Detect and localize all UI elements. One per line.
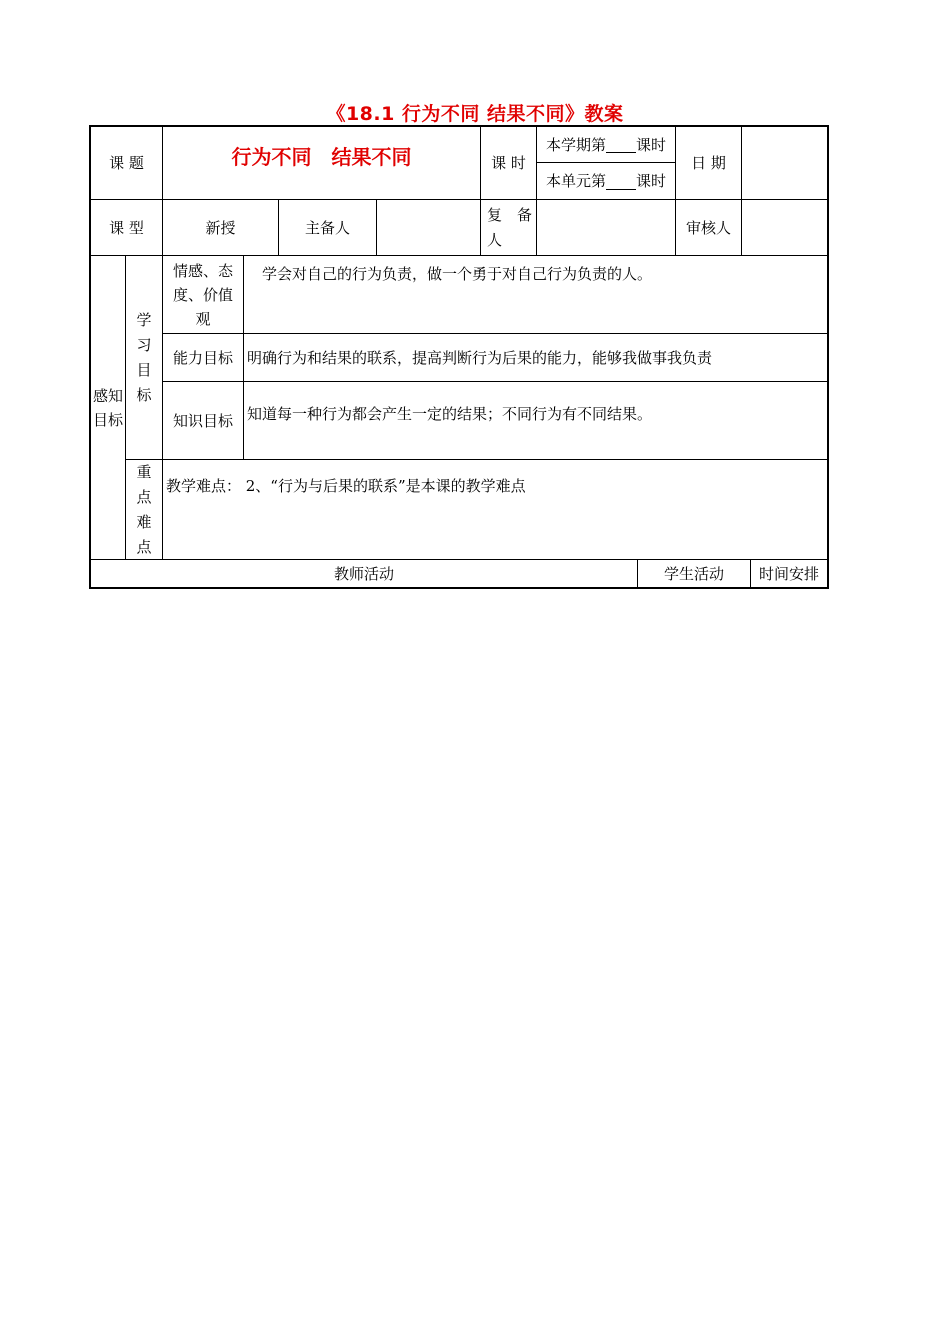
type-label: 课 型 — [89, 199, 163, 256]
main-preparer-label: 主备人 — [278, 199, 377, 256]
perception-goals-label: 感知目标 — [89, 255, 126, 560]
co-preparer-label: 复 备 人 — [480, 199, 537, 256]
teacher-activity-header: 教师活动 — [89, 559, 638, 589]
main-preparer-value — [376, 199, 481, 256]
unit-period: 本单元第 课时 — [536, 162, 676, 200]
knowledge-text: 知道每一种行为都会产生一定的结果；不同行为有不同结果。 — [243, 381, 829, 460]
topic-label: 课 题 — [89, 125, 163, 200]
key-points-text: 教学难点： 2、“行为与后果的联系”是本课的教学难点 — [162, 459, 829, 560]
type-value: 新授 — [162, 199, 279, 256]
key-points-label: 重点难点 — [125, 459, 163, 560]
semester-period: 本学期第 课时 — [536, 125, 676, 163]
time-header: 时间安排 — [750, 559, 829, 589]
emotion-label: 情感、态度、价值观 — [162, 255, 244, 334]
date-label: 日 期 — [675, 125, 742, 200]
co-preparer-value — [536, 199, 676, 256]
knowledge-label: 知识目标 — [162, 381, 244, 460]
student-activity-header: 学生活动 — [637, 559, 751, 589]
reviewer-label: 审核人 — [675, 199, 742, 256]
date-value — [741, 125, 829, 200]
ability-label: 能力目标 — [162, 333, 244, 382]
emotion-text: 学会对自己的行为负责，做一个勇于对自己行为负责的人。 — [243, 255, 829, 334]
document-title: 《18.1 行为不同 结果不同》教案 — [326, 103, 624, 125]
period-label: 课 时 — [480, 125, 537, 200]
ability-text: 明确行为和结果的联系，提高判断行为后果的能力，能够我做事我负责 — [243, 333, 829, 382]
study-goals-label: 学习目标 — [125, 255, 163, 460]
topic-value: 行为不同 结果不同 — [162, 125, 481, 200]
reviewer-value — [741, 199, 829, 256]
